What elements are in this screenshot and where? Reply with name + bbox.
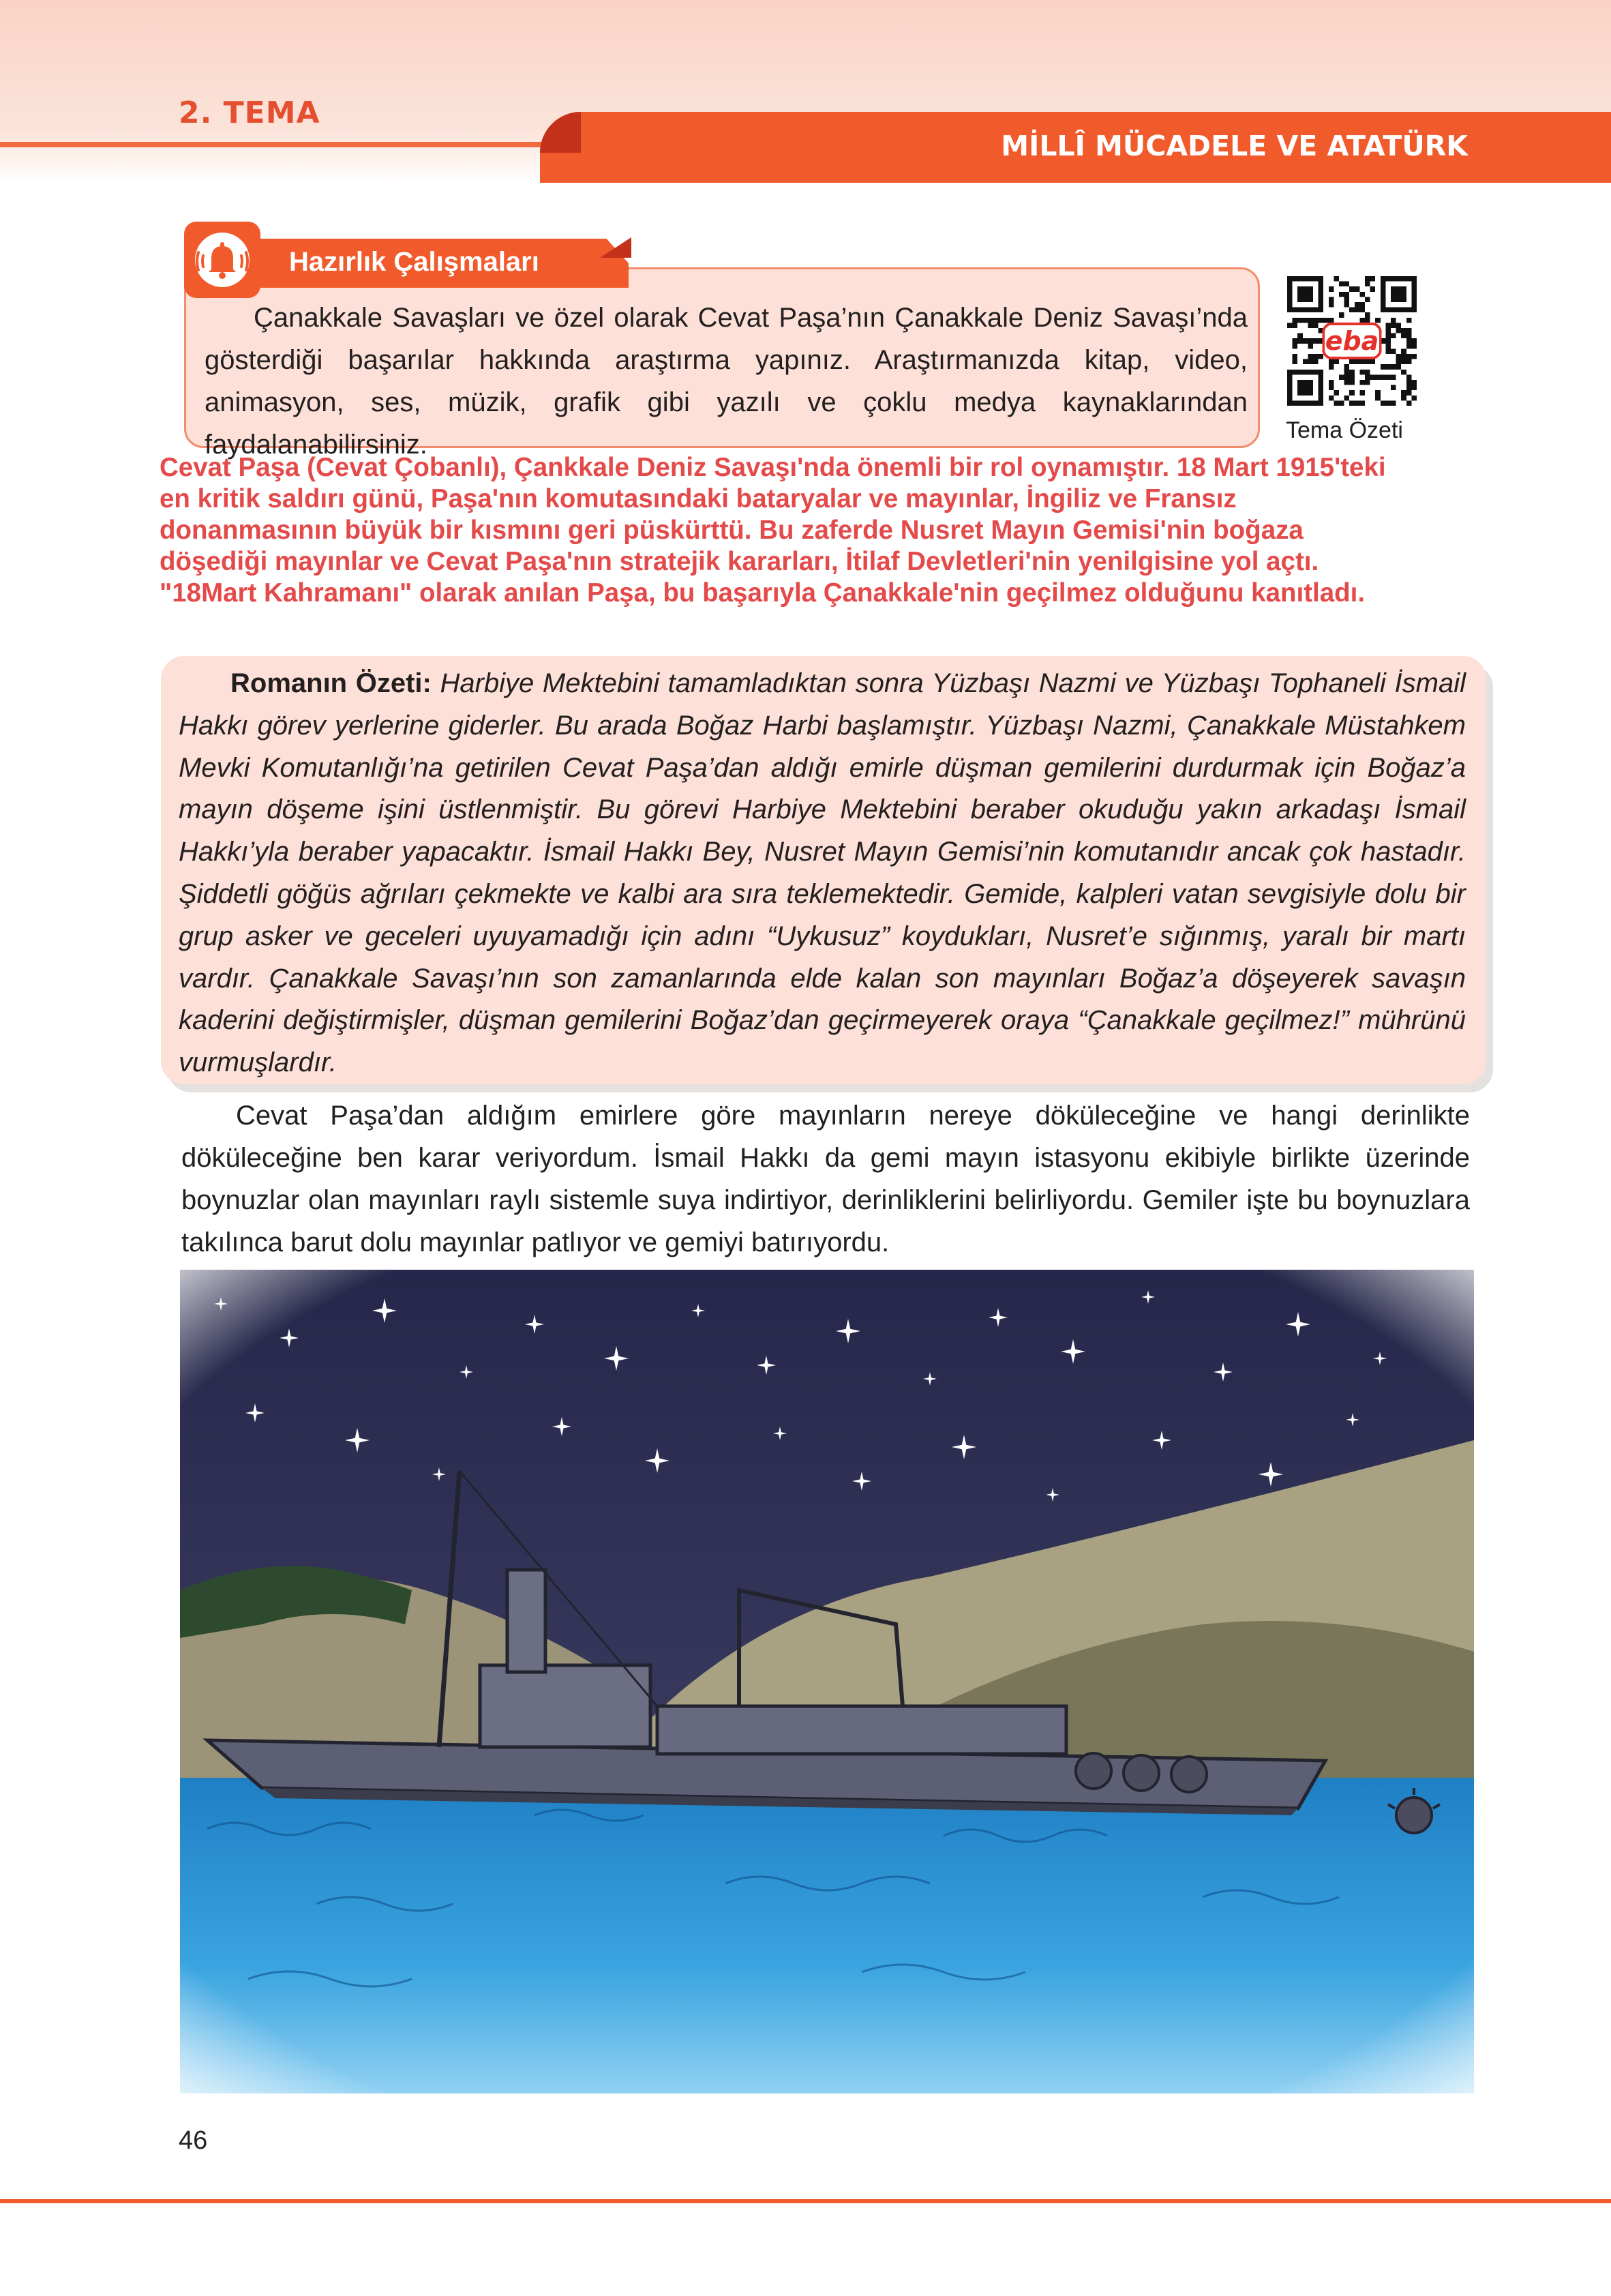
summary-lead: Romanın Özeti: [230,668,432,698]
unit-title: MİLLÎ MÜCADELE VE ATATÜRK [1001,130,1468,162]
header-rule [0,142,559,147]
page-number: 46 [179,2126,208,2155]
ship-illustration [180,1270,1474,2093]
qr-caption: Tema Özeti [1286,417,1403,443]
bell-alert-icon [184,222,260,298]
preparation-text [205,297,1248,466]
preparation-title: Hazırlık Çalışmaları [289,247,539,277]
theme-label: 2. TEMA [179,95,320,130]
highlight-text: Cevat Paşa (Cevat Çobanlı), Çankkale Deniz Savaşı'nda önemli bir rol oynamıştır. 18 Mart 1915'teki en kritik saldırı günü, Paşa'nın komutasındaki bataryalar ve mayınlar, İngiliz ve Fransız donanmasının büyük bir kısmını geri püskürttü. Bu zaferde Nusret Mayın Gemisi'nin boğaza döşediği mayınlar ve Cevat Paşa'nın stratejik kararları, İtilaf Devletleri'nin yenilgisine yol açtı. "18Mart Kahramanı" olarak anılan Paşa, bu başarıyla Çanakkale'nin geçilmez olduğunu kanıtladı. [160,453,1386,608]
summary-text [179,663,1466,1084]
vignette [180,1270,1474,2093]
qr-code[interactable] [1287,276,1417,406]
footer-rule [0,2199,1611,2203]
body-paragraph [181,1094,1470,1264]
preparation-paragraph: Çanakkale Savaşları ve özel olarak Cevat Paşa’nın Çanakkale Deniz Savaşı’nda gösterdiği başarılar hakkında araştırma yapınız. Araştırmanızda kitap, video, animasyon, ses, müzik, grafik gibi yazılı ve çoklu medya kaynaklarından faydalanabilirsiniz. [205,303,1248,460]
summary-body: Harbiye Mektebini tamamladıktan sonra Yüzbaşı Nazmi ve Yüzbaşı Tophaneli İsmail Hakkı görev yerlerine giderler. Bu arada Boğaz Harbi başlamıştır. Yüzbaşı Nazmi, Çanakkale Müstahkem Mevki Komutanlığı’na getirilen Cevat Paşa’dan aldığı emirle düşman gemilerini durdurmak için Boğaz’a mayın döşeme işini üstlenmiştir. Bu görevi Harbiye Mektebini beraber okuduğu yakın arkadaşı İsmail Hakkı’yla beraber yapacaktır. İsmail Hakkı Bey, Nusret Mayın Gemisi’nin komutanıdır ancak çok hastadır. Şiddetli göğüs ağrıları çekmekte ve kalbi ara sıra teklemektedir. Gemide, kalpleri vatan sevgisiyle dolu bir grup asker ve geceleri uyuyamadığı için adını “Uykusuz” koydukları, Nusret’e sığınmış, yaralı bir martı vardır. Çanakkale Savaşı’nın son zamanlarında elde kalan son mayınları Boğaz’a döşeyerek savaşın kaderini değiştirmişler, düşman gemilerini Boğaz’dan geçirmeyerek oraya “Çanakkale geçilmez!” mührünü vurmuşlardır. [179,668,1466,1078]
body-paragraph-text: Cevat Paşa’dan aldığım emirlere göre mayınların nereye döküleceğine ve hangi derinlikte döküleceğine ben karar veriyordum. İsmail Hakkı da gemi mayın istasyonu ekibiyle birlikte üzerinde boynuzlar olan mayınları raylı sistemle suya indirtiyor, derinliklerini belirliyordu. Gemiler işte bu boynuzlara takılınca barut dolu mayınlar patlıyor ve gemiyi batırıyordu. [181,1101,1470,1257]
eba-logo-text: eba [1325,325,1379,356]
